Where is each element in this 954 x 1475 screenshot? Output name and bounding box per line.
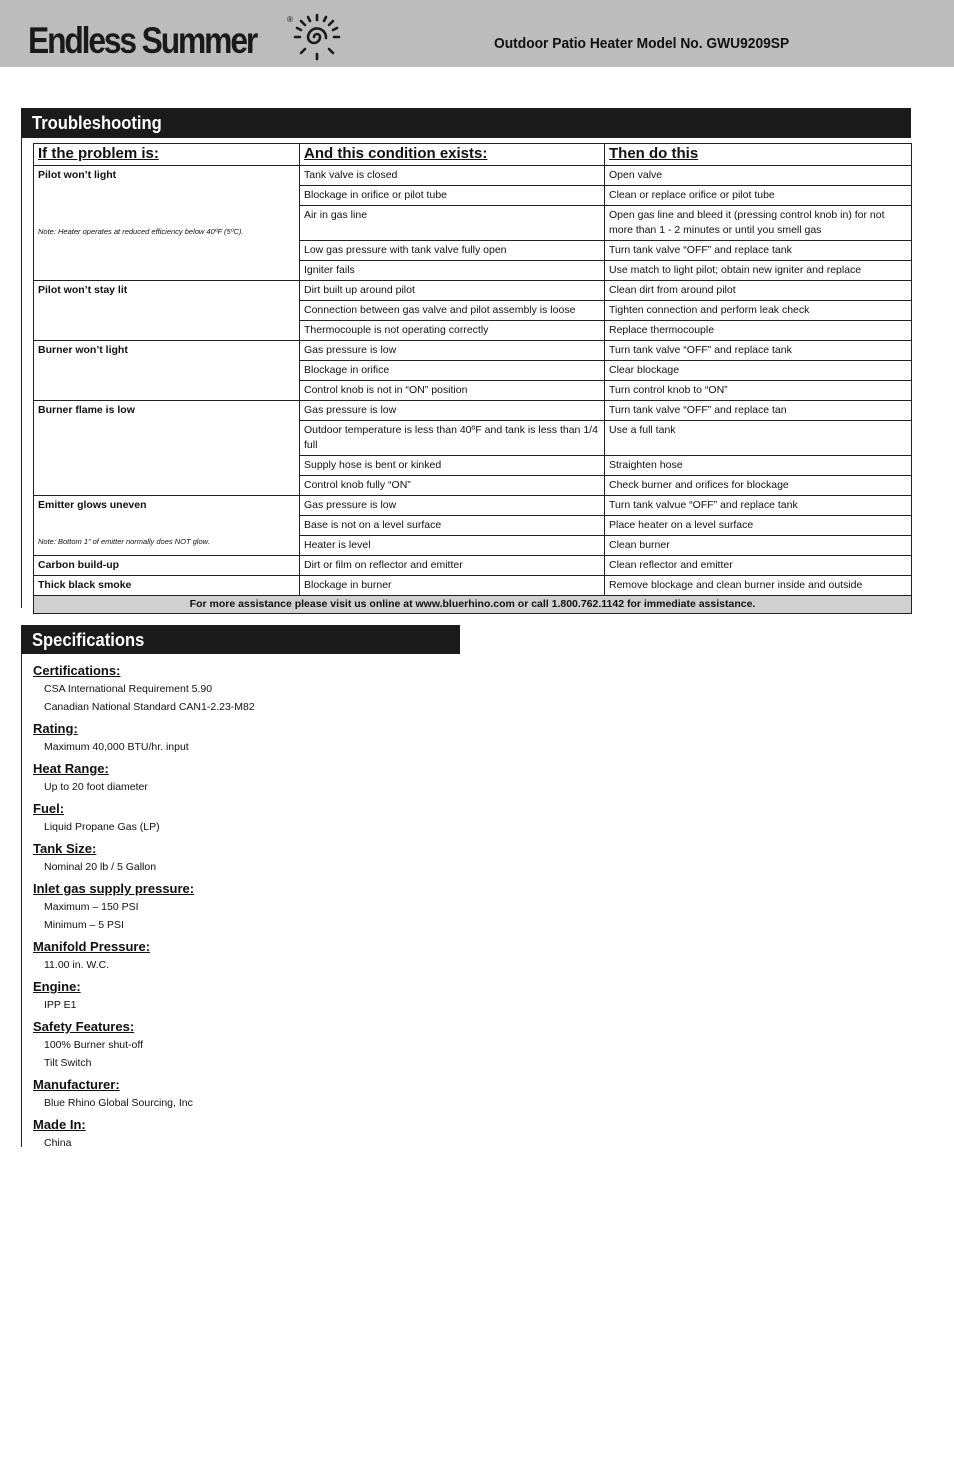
- action-cell: Check burner and orifices for blockage: [605, 476, 912, 496]
- action-cell: Remove blockage and clean burner inside and outside: [605, 576, 912, 596]
- spec-label: Manifold Pressure:: [33, 939, 151, 954]
- section-rule: [21, 108, 22, 608]
- problem-cell: Thick black smoke: [34, 576, 300, 596]
- table-row: [34, 341, 912, 361]
- condition-cell: Control knob fully “ON”: [300, 476, 605, 496]
- condition-cell: Connection between gas valve and pilot assembly is loose: [300, 301, 605, 321]
- spec-label: Fuel:: [33, 801, 65, 816]
- problem-cell: Burner flame is low: [34, 401, 300, 496]
- table-row: [34, 496, 912, 516]
- table-header-row: [34, 144, 912, 166]
- spec-group: [33, 662, 453, 714]
- spec-value: Liquid Propane Gas (LP): [44, 821, 160, 833]
- condition-cell: Air in gas line: [300, 206, 605, 241]
- spec-label: Tank Size:: [33, 841, 97, 856]
- spec-value: Maximum 40,000 BTU/hr. input: [44, 741, 189, 753]
- spec-group: [33, 1076, 453, 1110]
- spec-value: 11.00 in. W.C.: [44, 959, 110, 971]
- spec-group: [33, 938, 453, 972]
- spec-label: Made In:: [33, 1117, 86, 1132]
- condition-cell: Outdoor temperature is less than 40ºF and tank is less than 1/4 full: [300, 421, 605, 456]
- column-header: If the problem is:: [34, 144, 300, 166]
- spec-group: [33, 880, 453, 932]
- action-cell: Turn tank valve “OFF” and replace tank: [605, 241, 912, 261]
- spec-group: [33, 760, 453, 794]
- action-cell: Clean burner: [605, 536, 912, 556]
- action-cell: Clean reflector and emitter: [605, 556, 912, 576]
- spec-group: [33, 840, 453, 874]
- table-row: [34, 281, 912, 301]
- condition-cell: Low gas pressure with tank valve fully open: [300, 241, 605, 261]
- action-cell: Clean dirt from around pilot: [605, 281, 912, 301]
- column-header: Then do this: [605, 144, 912, 166]
- spec-value: Up to 20 foot diameter: [44, 781, 148, 793]
- spec-group: [33, 1116, 453, 1150]
- spec-label: Inlet gas supply pressure:: [33, 881, 195, 896]
- condition-cell: Tank valve is closed: [300, 166, 605, 186]
- action-cell: Clean or replace orifice or pilot tube: [605, 186, 912, 206]
- condition-cell: Gas pressure is low: [300, 341, 605, 361]
- spec-group: [33, 800, 453, 834]
- spec-value: Canadian National Standard CAN1-2.23-M82: [44, 701, 255, 713]
- spec-value: IPP E1: [44, 999, 77, 1011]
- spec-value: 100% Burner shut-off: [44, 1039, 144, 1051]
- section-rule: [21, 625, 22, 1147]
- problem-cell: Pilot won’t light Note: Heater operates at reduced efficiency below 40ºF (5ºC).: [34, 166, 300, 281]
- spec-label: Manufacturer:: [33, 1077, 120, 1092]
- spec-value: Blue Rhino Global Sourcing, Inc: [44, 1097, 193, 1109]
- troubleshooting-table: [33, 143, 912, 614]
- column-header: And this condition exists:: [300, 144, 605, 166]
- specifications-heading: Specifications: [21, 625, 460, 654]
- action-cell: Use a full tank: [605, 421, 912, 456]
- problem-cell: Pilot won’t stay lit: [34, 281, 300, 341]
- action-cell: Turn tank valve “OFF” and replace tan: [605, 401, 912, 421]
- condition-cell: Igniter fails: [300, 261, 605, 281]
- spec-group: [33, 978, 453, 1012]
- table-row: [34, 576, 912, 596]
- table-row: [34, 401, 912, 421]
- action-cell: Open valve: [605, 166, 912, 186]
- condition-cell: Blockage in orifice or pilot tube: [300, 186, 605, 206]
- model-title: Outdoor Patio Heater Model No. GWU9209SP: [494, 35, 790, 52]
- spec-label: Engine:: [33, 979, 81, 994]
- condition-cell: Control knob is not in “ON” position: [300, 381, 605, 401]
- table-row: [34, 166, 912, 186]
- table-footer-row: [34, 596, 912, 614]
- problem-cell: Burner won’t light: [34, 341, 300, 401]
- problem-note: Note: Bottom 1” of emitter normally does NOT glow.: [38, 537, 210, 546]
- condition-cell: Blockage in orifice: [300, 361, 605, 381]
- spec-value: Maximum – 150 PSI: [44, 901, 139, 913]
- problem-cell: Emitter glows uneven Note: Bottom 1” of emitter normally does NOT glow.: [34, 496, 300, 556]
- spec-value: China: [44, 1137, 72, 1149]
- condition-cell: Gas pressure is low: [300, 401, 605, 421]
- spec-label: Safety Features:: [33, 1019, 135, 1034]
- spec-group: [33, 720, 453, 754]
- problem-note: Note: Heater operates at reduced efficiency below 40ºF (5ºC).: [38, 227, 244, 236]
- page-header: [0, 0, 954, 67]
- assistance-note: For more assistance please visit us online at www.bluerhino.com or call 1.800.762.1142 for immediate assistance.: [34, 596, 912, 614]
- condition-cell: Dirt or film on reflector and emitter: [300, 556, 605, 576]
- condition-cell: Dirt built up around pilot: [300, 281, 605, 301]
- action-cell: Use match to light pilot; obtain new igniter and replace: [605, 261, 912, 281]
- spec-label: Certifications:: [33, 663, 121, 678]
- action-cell: Tighten connection and perform leak check: [605, 301, 912, 321]
- spec-value: Minimum – 5 PSI: [44, 919, 124, 931]
- action-cell: Turn tank valve “OFF” and replace tank: [605, 341, 912, 361]
- registered-mark: ®: [287, 15, 293, 24]
- condition-cell: Thermocouple is not operating correctly: [300, 321, 605, 341]
- spec-group: [33, 1018, 453, 1070]
- action-cell: Clear blockage: [605, 361, 912, 381]
- condition-cell: Gas pressure is low: [300, 496, 605, 516]
- spec-value: Tilt Switch: [44, 1057, 92, 1069]
- condition-cell: Heater is level: [300, 536, 605, 556]
- condition-cell: Base is not on a level surface: [300, 516, 605, 536]
- spec-value: Nominal 20 lb / 5 Gallon: [44, 861, 157, 873]
- action-cell: Place heater on a level surface: [605, 516, 912, 536]
- condition-cell: Supply hose is bent or kinked: [300, 456, 605, 476]
- condition-cell: Blockage in burner: [300, 576, 605, 596]
- specifications-list: [33, 662, 453, 1156]
- spec-value: CSA International Requirement 5.90: [44, 683, 213, 695]
- spec-label: Heat Range:: [33, 761, 109, 776]
- sun-logo-icon: [291, 12, 343, 62]
- action-cell: Replace thermocouple: [605, 321, 912, 341]
- table-row: [34, 556, 912, 576]
- troubleshooting-heading: Troubleshooting: [21, 108, 911, 138]
- problem-cell: Carbon build-up: [34, 556, 300, 576]
- action-cell: Open gas line and bleed it (pressing control knob in) for not more than 1 - 2 minutes or until you smell gas: [605, 206, 912, 241]
- action-cell: Straighten hose: [605, 456, 912, 476]
- action-cell: Turn control knob to “ON”: [605, 381, 912, 401]
- spec-label: Rating:: [33, 721, 78, 736]
- brand-logo-text: Endless Summer: [28, 20, 257, 61]
- action-cell: Turn tank valvue “OFF” and replace tank: [605, 496, 912, 516]
